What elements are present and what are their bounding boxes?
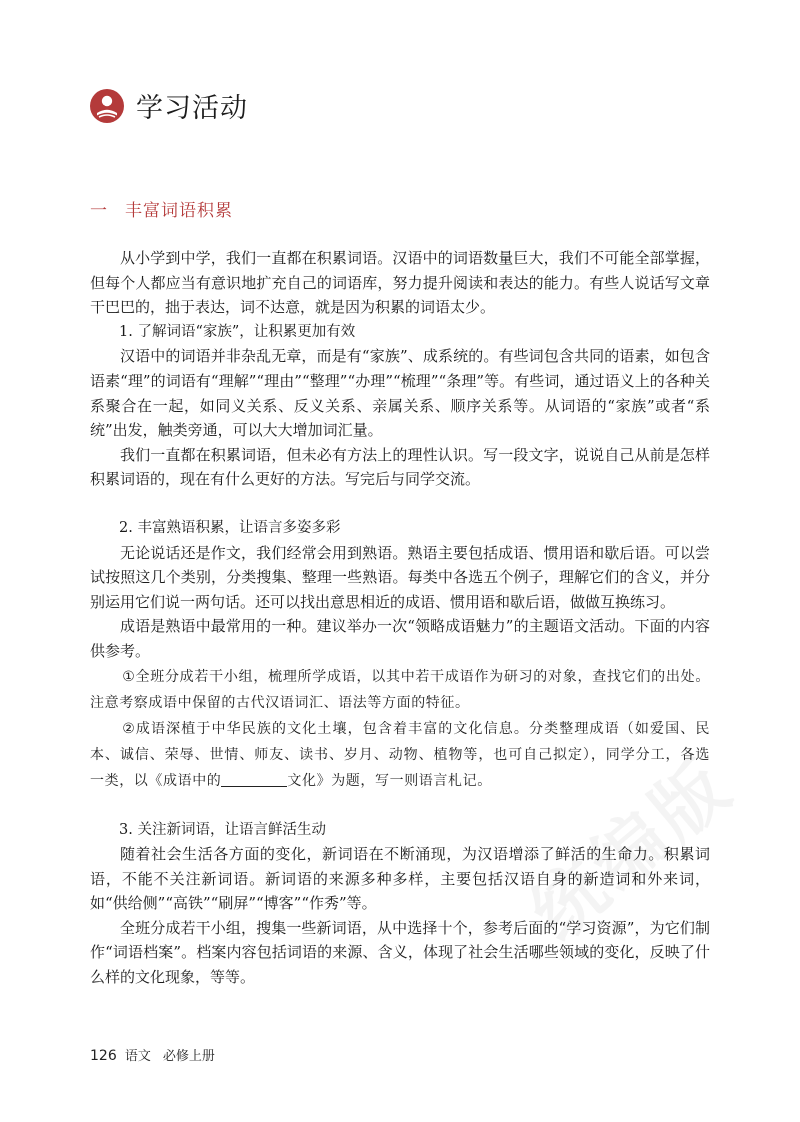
section-number: 一 bbox=[90, 201, 108, 221]
reader-person-icon bbox=[90, 89, 124, 123]
page-number: 126 bbox=[90, 1048, 117, 1064]
part3-paragraph-1: 随着社会生活各方面的变化，新词语在不断涌现，为汉语增添了鲜活的生命力。积累词语，不能不关注新词语。新词语的来源多种多样，主要包括汉语自身的新造词和外来词，如“供给侧”“高铁”“刷屏”“博客”“作秀”等。 bbox=[90, 845, 710, 913]
page-title: 学习活动 bbox=[136, 93, 248, 124]
section-heading bbox=[90, 196, 233, 221]
part1-paragraph-2: 我们一直都在积累词语，但未必有方法上的理性认识。写一段文字，说说自己从前是怎样积累词语的，现在有什么更好的方法。写完后与同学交流。 bbox=[90, 445, 710, 489]
footer-book: 必修上册 bbox=[162, 1049, 215, 1064]
part2-heading: 2. 丰富熟语积累，让语言多姿多彩 bbox=[119, 519, 341, 536]
fill-blank-line bbox=[221, 772, 287, 787]
part2-paragraph-1: 无论说话还是作文，我们经常会用到熟语。熟语主要包括成语、惯用语和歇后语。可以尝试按照这几个类别，分类搜集、整理一些熟语。每类中各选五个例子，理解它们的含义，并分别运用它们说一两句话。还可以找出意思相近的成语、惯用语和歇后语，做做互换练习。 bbox=[90, 543, 710, 611]
part1-heading: 1. 了解词语“家族”，让积累更加有效 bbox=[119, 323, 356, 340]
part2-note-2 bbox=[90, 716, 710, 794]
main-content bbox=[90, 246, 710, 990]
intro-paragraph: 从小学到中学，我们一直都在积累词语。汉语中的词语数量巨大，我们不可能全部掌握，但每个人都应当有意识地扩充自己的词语库，努力提升阅读和表达的能力。有些人说话写文章干巴巴的，拙于表达，词不达意，就是因为积累的词语太少。 bbox=[90, 249, 710, 317]
part3-heading: 3. 关注新词语，让语言鲜活生动 bbox=[119, 821, 326, 838]
activity-header bbox=[90, 86, 248, 125]
part2-paragraph-2: 成语是熟语中最常用的一种。建议举办一次“领略成语魅力”的主题语文活动。下面的内容供参考。 bbox=[90, 617, 710, 660]
part2-note-2-end: 文化》为题，写一则语言札记。 bbox=[287, 772, 492, 789]
part2-note-1: ①全班分成若干小组，梳理所学成语，以其中若干成语作为研习的对象，查找它们的出处。注意考察成语中保留的古代汉语词汇、语法等方面的特征。 bbox=[90, 668, 710, 711]
section-title-text: 丰富词语积累 bbox=[125, 201, 233, 221]
part3-paragraph-2: 全班分成若干小组，搜集一些新词语，从中选择十个，参考后面的“学习资源”，为它们制作“词语档案”。档案内容包括词语的来源、含义，体现了社会生活哪些领域的变化，反映了什么样的文化现象，等等。 bbox=[90, 918, 710, 987]
page-footer bbox=[90, 1045, 215, 1064]
footer-subject: 语文 bbox=[124, 1049, 151, 1064]
part2-note-2-start: ②成语深植于中华民族的文化土壤，包含着丰富的文化信息。分类整理成语（如爱国、民本、诚信、荣辱、世情、师友、读书、岁月、动物、植物等，也可自己拟定），同学分工，各选一类，以《成语中的 bbox=[90, 720, 710, 789]
part1-paragraph-1: 汉语中的词语并非杂乱无章，而是有“家族”、成系统的。有些词包含共同的语素，如包含语素“理”的词语有“理解”“理由”“整理”“办理”“梳理”“条理”等。有些词，通过语义上的各种关系聚合在一起，如同义关系、反义关系、亲属关系、顺序关系等。从词语的“家族”或者“系统”出发，触类旁通，可以大大增加词汇量。 bbox=[90, 347, 710, 440]
